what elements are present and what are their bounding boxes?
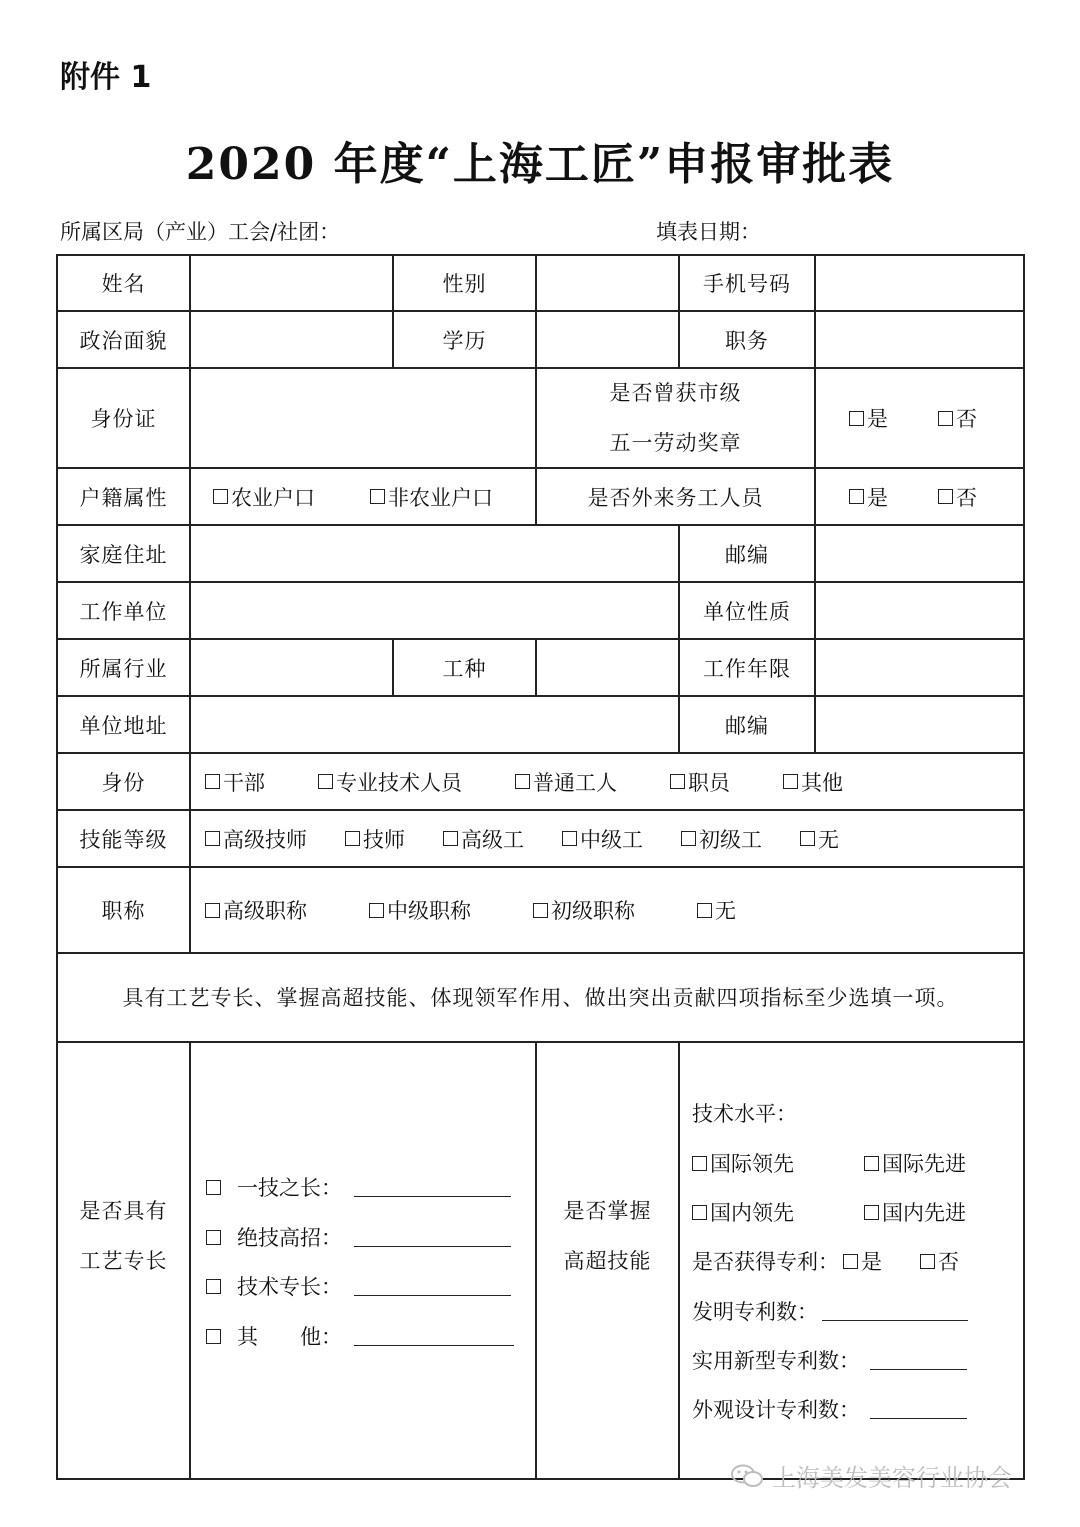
invention-patents-blank[interactable]: [822, 1302, 968, 1321]
identity-option-label: 专业技术人员: [336, 770, 462, 795]
invention-patents-label: 发明专利数：: [692, 1300, 818, 1324]
migrant-no-option[interactable]: [938, 482, 977, 512]
craft-item-label: 其 他：: [237, 1325, 342, 1349]
checkbox-icon: [206, 1230, 221, 1245]
dom-adv-option[interactable]: [864, 1197, 966, 1227]
org-label: 所属区局（产业）工会/社团：: [60, 220, 341, 244]
skill-level-option[interactable]: [681, 824, 762, 854]
tech-level-row: [692, 1197, 966, 1227]
industry-field[interactable]: [191, 640, 392, 695]
political-label: 政治面貌: [79, 328, 168, 353]
requirement-notice: 具有工艺专长、掌握高超技能、体现领军作用、做出突出贡献四项指标至少选填一项。: [122, 986, 959, 1010]
dom-lead-option[interactable]: [692, 1197, 864, 1227]
employer-address-field[interactable]: [191, 697, 678, 752]
checkbox-icon: [938, 411, 953, 426]
award-yes-label: 是: [867, 407, 888, 431]
watermark-text: 上海美发美容行业协会: [772, 1464, 1012, 1492]
intl-lead-option[interactable]: [692, 1148, 864, 1178]
skill-level-option[interactable]: [800, 824, 839, 854]
award-no-option[interactable]: [938, 403, 977, 433]
skill-level-option-label: 技师: [363, 827, 405, 852]
address-field[interactable]: [191, 526, 678, 581]
craft-item-blank[interactable]: [354, 1277, 511, 1296]
checkbox-icon: [697, 903, 712, 918]
checkbox-icon: [670, 774, 685, 789]
skill-level-option[interactable]: [345, 824, 405, 854]
skill-level-option[interactable]: [443, 824, 524, 854]
gender-label: 性别: [442, 272, 487, 296]
postcode-label: 邮编: [725, 542, 769, 567]
title-rank-option[interactable]: [697, 895, 736, 925]
craft-item[interactable]: [206, 1172, 511, 1202]
skill-question-line1: 是否掌握: [563, 1198, 652, 1223]
craft-question-line1: 是否具有: [79, 1198, 168, 1223]
industry-label: 所属行业: [79, 656, 168, 681]
checkbox-icon: [681, 831, 696, 846]
checkbox-icon: [843, 1254, 858, 1269]
position-label: 职务: [725, 328, 769, 353]
trade-field[interactable]: [537, 640, 678, 695]
dom-lead-label: 国内领先: [710, 1201, 794, 1225]
form-title: 2020 年度“上海工匠”申报审批表: [185, 139, 895, 190]
skill-level-option-label: 中级工: [580, 827, 643, 852]
checkbox-icon: [938, 489, 953, 504]
intl-adv-option[interactable]: [864, 1148, 966, 1178]
name-field[interactable]: [191, 256, 392, 310]
skill-question: [537, 1043, 678, 1428]
title-rank-option-label: 初级职称: [551, 899, 635, 923]
phone-field[interactable]: [816, 256, 1023, 310]
utility-patents-label: 实用新型专利数：: [692, 1349, 860, 1373]
identity-option[interactable]: [783, 767, 843, 797]
award-question-line2: 五一劳动奖章: [609, 431, 742, 455]
hukou-label: 户籍属性: [79, 485, 168, 510]
identity-option[interactable]: [515, 767, 617, 797]
patent-no-option[interactable]: [920, 1246, 959, 1276]
checkbox-icon: [692, 1156, 707, 1171]
craft-item-label: 一技之长：: [237, 1176, 342, 1200]
checkbox-icon: [205, 903, 220, 918]
work-years-field[interactable]: [816, 640, 1023, 695]
title-rank-options: [205, 868, 736, 952]
watermark: [730, 1458, 1012, 1493]
skill-level-label: 技能等级: [79, 827, 168, 852]
patent-yes-option[interactable]: [843, 1246, 882, 1276]
tech-level-text: 技术水平：: [692, 1102, 797, 1126]
craft-item[interactable]: [206, 1321, 514, 1351]
craft-item-blank[interactable]: [354, 1327, 514, 1346]
checkbox-icon: [533, 903, 548, 918]
award-yes-option[interactable]: [849, 403, 888, 433]
checkbox-icon: [864, 1156, 879, 1171]
title-rank-label: 职称: [101, 899, 146, 923]
design-patents-row: [692, 1394, 967, 1424]
title-rank-option-label: 高级职称: [223, 899, 307, 923]
checkbox-icon: [205, 774, 220, 789]
patent-yes-label: 是: [861, 1250, 882, 1274]
id-card-label: 身份证: [90, 407, 157, 431]
checkbox-icon: [783, 774, 798, 789]
patent-row: [692, 1246, 959, 1276]
skill-level-option[interactable]: [562, 824, 643, 854]
checkbox-icon: [370, 489, 385, 504]
design-patents-blank[interactable]: [870, 1400, 967, 1419]
hukou-agri-label: 农业户口: [231, 485, 315, 510]
migrant-yes-label: 是: [867, 485, 888, 510]
craft-question: [58, 1043, 189, 1428]
checkbox-icon: [800, 831, 815, 846]
award-options: [849, 369, 977, 467]
identity-label: 身份: [101, 770, 146, 795]
craft-question-line2: 工艺专长: [79, 1248, 168, 1273]
identity-option[interactable]: [205, 767, 265, 797]
hukou-options: [213, 469, 493, 524]
checkbox-icon: [206, 1279, 221, 1294]
education-label: 学历: [442, 328, 487, 353]
employer-label: 工作单位: [79, 599, 168, 624]
identity-options: [205, 754, 843, 809]
checkbox-icon: [849, 411, 864, 426]
checkbox-icon: [515, 774, 530, 789]
phone-label: 手机号码: [703, 272, 791, 296]
checkbox-icon: [213, 489, 228, 504]
checkbox-icon: [318, 774, 333, 789]
award-question: [537, 369, 814, 467]
craft-item[interactable]: [206, 1222, 511, 1252]
identity-option[interactable]: [318, 767, 462, 797]
trade-label: 工种: [442, 656, 487, 681]
checkbox-icon: [849, 489, 864, 504]
skill-level-option-label: 高级技师: [223, 827, 307, 852]
tech-level-label: [692, 1098, 797, 1128]
craft-item-blank[interactable]: [354, 1228, 511, 1247]
craft-item-label: 绝技高招：: [237, 1226, 342, 1250]
skill-level-option[interactable]: [205, 824, 307, 854]
checkbox-icon: [345, 831, 360, 846]
checkbox-icon: [206, 1180, 221, 1195]
education-field[interactable]: [537, 312, 678, 367]
utility-patents-row: [692, 1345, 967, 1375]
title-rank-option-label: 无: [715, 899, 736, 923]
intl-adv-label: 国际先进: [882, 1152, 966, 1176]
tech-level-row: [692, 1148, 966, 1178]
design-patents-label: 外观设计专利数：: [692, 1398, 860, 1422]
work-years-label: 工作年限: [703, 656, 791, 681]
id-card-field[interactable]: [191, 369, 535, 467]
checkbox-icon: [562, 831, 577, 846]
intl-lead-label: 国际领先: [710, 1152, 794, 1176]
dom-adv-label: 国内先进: [882, 1201, 966, 1225]
checkbox-icon: [692, 1205, 707, 1220]
checkbox-icon: [443, 831, 458, 846]
invention-patents-row: [692, 1296, 968, 1326]
postcode-field[interactable]: [816, 526, 1023, 581]
identity-option[interactable]: [670, 767, 730, 797]
craft-item-label: 技术专长：: [237, 1275, 342, 1299]
title-rank-option[interactable]: [533, 895, 635, 925]
migrant-no-label: 否: [956, 485, 977, 510]
hukou-nonagri-label: 非农业户口: [388, 485, 493, 510]
title-rank-option[interactable]: [369, 895, 471, 925]
migrant-yes-option[interactable]: [849, 482, 888, 512]
wechat-icon: [730, 1464, 764, 1488]
checkbox-icon: [205, 831, 220, 846]
postcode-label-2: 邮编: [725, 713, 769, 738]
postcode-field-2[interactable]: [816, 697, 1023, 752]
employer-address-label: 单位地址: [79, 713, 168, 738]
employer-field[interactable]: [191, 583, 678, 638]
hukou-agri-option[interactable]: [213, 482, 315, 512]
skill-level-option-label: 初级工: [699, 827, 762, 852]
award-question-line1: 是否曾获市级: [609, 381, 742, 405]
identity-option-label: 职员: [688, 770, 730, 795]
checkbox-icon: [369, 903, 384, 918]
identity-option-label: 其他: [801, 770, 843, 795]
checkbox-icon: [864, 1205, 879, 1220]
craft-item[interactable]: [206, 1271, 511, 1301]
address-label: 家庭住址: [79, 542, 168, 567]
skill-level-option-label: 高级工: [461, 827, 524, 852]
political-field[interactable]: [191, 312, 392, 367]
patent-no-label: 否: [938, 1250, 959, 1274]
skill-level-option-label: 无: [818, 827, 839, 852]
title-rank-option-label: 中级职称: [387, 899, 471, 923]
checkbox-icon: [206, 1329, 221, 1344]
craft-item-blank[interactable]: [354, 1178, 511, 1197]
skill-question-line2: 高超技能: [563, 1248, 652, 1273]
position-field[interactable]: [816, 312, 1023, 367]
attachment-label: 附件 1: [60, 60, 152, 95]
patent-question: 是否获得专利：: [692, 1250, 839, 1274]
title-rank-option[interactable]: [205, 895, 307, 925]
hukou-nonagri-option[interactable]: [370, 482, 493, 512]
employer-type-label: 单位性质: [703, 599, 791, 624]
skill-level-options: [205, 811, 839, 866]
migrant-options: [849, 469, 977, 524]
date-label: 填表日期：: [656, 220, 761, 244]
identity-option-label: 干部: [223, 770, 265, 795]
utility-patents-blank[interactable]: [870, 1351, 967, 1370]
checkbox-icon: [920, 1254, 935, 1269]
gender-field[interactable]: [537, 256, 678, 310]
award-no-label: 否: [956, 407, 977, 431]
employer-type-field[interactable]: [816, 583, 1023, 638]
name-label: 姓名: [101, 272, 146, 296]
migrant-label: 是否外来务工人员: [587, 485, 764, 510]
identity-option-label: 普通工人: [533, 770, 617, 795]
